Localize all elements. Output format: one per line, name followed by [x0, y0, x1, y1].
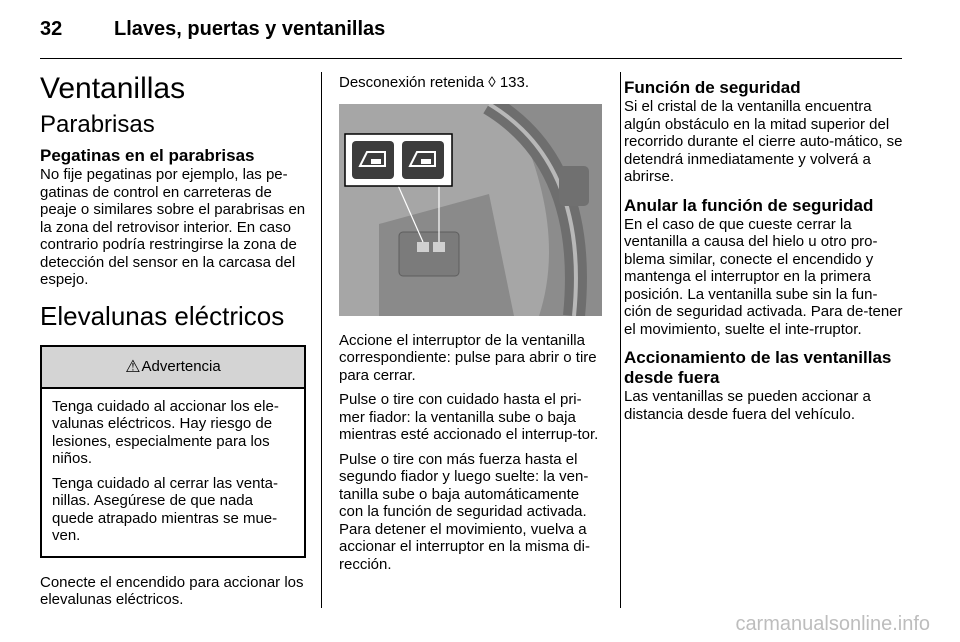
paragraph: En el caso de que cueste cerrar la ventanilla a causa del hielo u otro pro-blema similar, conecte el encendido y mantenga el interruptor en la primera posición. La ventanilla sube sin la fun-ción de seguridad activada. Para de-tener el movimiento, suelte el inte-rruptor.: [624, 215, 903, 338]
cross-reference: Desconexión retenida ◊ 133.: [339, 74, 530, 91]
topic-heading: Pegatinas en el parabrisas: [40, 146, 255, 165]
paragraph: Las ventanillas se pueden accionar a distancia desde fuera del vehículo.: [624, 388, 871, 423]
paragraph: No fije pegatinas por ejemplo, las pe-gatinas de control en carreteras de peaje o similares sobre el parabrisas en la zona del retrovisor interior. En caso contrario podría restringirse la zona de detección del sensor en la carcasa del espejo.: [40, 166, 306, 288]
watermark: carmanualsonline.info: [735, 613, 930, 635]
column-divider: [620, 72, 621, 608]
warning-box: [40, 345, 306, 558]
topic-heading: Función de seguridad: [624, 78, 801, 97]
column-divider: [321, 72, 322, 608]
chapter-title: Llaves, puertas y ventanillas: [114, 18, 386, 40]
warning-triangle-icon: ⚠: [125, 356, 141, 376]
subsection-title: Parabrisas: [40, 111, 155, 138]
subsection-title: Elevalunas eléctricos: [40, 300, 285, 331]
window-switch-photo: [339, 104, 602, 316]
warning-body: [42, 389, 304, 556]
paragraph: Accione el interruptor de la ventanilla correspondiente: pulse para abrir o tire para cerrar.: [339, 331, 597, 384]
door-panel-illustration: [339, 104, 602, 316]
warning-title: Advertencia: [141, 358, 221, 375]
warning-header: [42, 347, 304, 389]
paragraph: Pulse o tire con más fuerza hasta el segundo fiador y luego suelte: la ven-tanilla sube o baja automáticamente con la función de seguridad activada. Para detener el movimiento, vuelva a accionar el interruptor en la misma di-rección.: [339, 450, 590, 573]
column-middle: [339, 74, 605, 580]
column-left: [40, 72, 306, 616]
paragraph: Conecte el encendido para accionar los elevalunas eléctricos.: [40, 573, 304, 608]
section-title: Ventanillas: [40, 72, 186, 105]
header-rule: [40, 58, 902, 59]
column-right: [624, 78, 904, 430]
warning-paragraph: Tenga cuidado al cerrar las venta-nillas. Asegúrese de que nada quede atrapado mientras se mue-ven.: [52, 474, 278, 544]
paragraph: Pulse o tire con cuidado hasta el pri-mer fiador: la ventanilla sube o baja mientras esté accionado el interrup-tor.: [339, 391, 599, 443]
paragraph: Si el cristal de la ventanilla encuentra algún obstáculo en la mitad superior del recorrido durante el cierre auto-mático, se detendrá inmediatamente y volverá a abrirse.: [624, 98, 903, 185]
page-header: [40, 18, 385, 41]
topic-heading: Anular la función de seguridad: [624, 195, 874, 215]
topic-heading: Accionamiento de las ventanillas desde fuera: [624, 348, 892, 387]
page-number: 32: [40, 18, 63, 40]
warning-paragraph: Tenga cuidado al accionar los ele-valunas eléctricos. Hay riesgo de lesiones, especialmente para los niños.: [52, 397, 279, 467]
